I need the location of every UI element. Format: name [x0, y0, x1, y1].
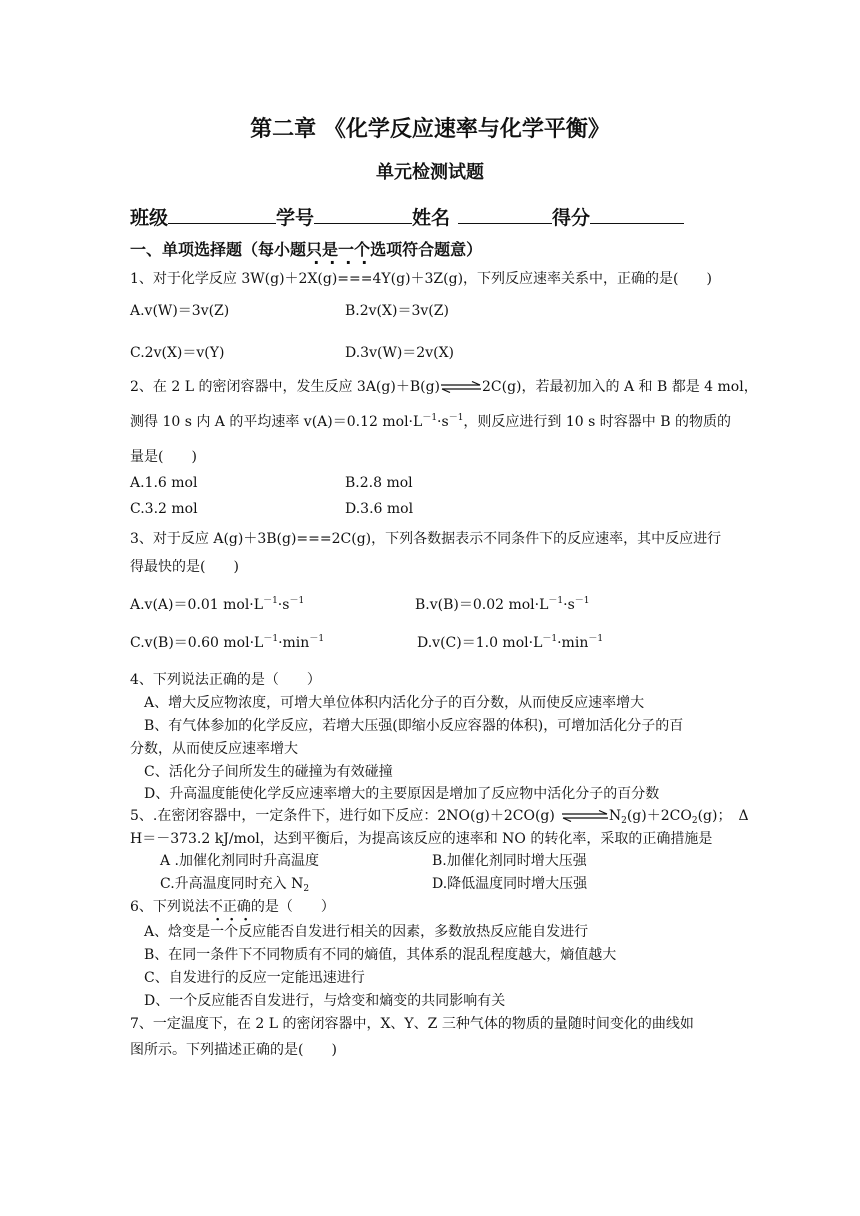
question-6-stem-post: 的是（ ） — [250, 899, 335, 915]
question-1-option-c: C.2v(X)＝v(Y) — [130, 345, 225, 361]
superscript: －1 — [588, 634, 604, 644]
equilibrium-arrows-icon — [561, 810, 609, 822]
section-heading-prefix: 一、单项选择题（每小题 — [130, 240, 307, 259]
question-4-option-c: C、活化分子间所发生的碰撞为有效碰撞 — [144, 764, 393, 780]
superscript: －1 — [263, 634, 279, 644]
question-4-option-a: A、增大反应物浓度，可增大单位体积内活化分子的百分数，从而使反应速率增大 — [144, 695, 645, 711]
question-2-line-2-post: ，则反应进行到 10 s 时容器中 B 的物质的 — [463, 414, 731, 430]
emphasis-char: 个 — [354, 240, 371, 259]
question-2-line-1-pre: 2、在 2 L 的密闭容器中，发生反应 3A(g)＋B(g) — [130, 379, 440, 395]
formula-text: N — [608, 808, 622, 824]
question-5-line-1 — [130, 805, 749, 826]
student-info-line — [130, 203, 684, 230]
class-label: 班级 — [130, 207, 169, 229]
question-3-option-c — [130, 631, 324, 652]
question-3-option-d — [417, 631, 603, 652]
question-7-line-1: 7、一定温度下，在 2 L 的密闭容器中，X、Y、Z 三种气体的物质的量随时间变化的曲线如 — [130, 1016, 694, 1032]
page-subtitle: 单元检测试题 — [376, 162, 484, 183]
superscript: －1 — [574, 596, 590, 606]
section-heading-suffix: 选项符合题意） — [370, 240, 483, 259]
question-1-option-d: D.3v(W)＝2v(X) — [345, 345, 455, 361]
subscript: 2 — [303, 884, 310, 894]
superscript: －1 — [422, 413, 438, 423]
question-2-option-a: A.1.6 mol — [130, 475, 198, 491]
option-unit: ·min — [557, 635, 589, 651]
superscript: －1 — [309, 634, 325, 644]
class-blank — [168, 205, 276, 224]
question-5-line-2: H＝－373.2 kJ/mol，达到平衡后，为提高该反应的速率和 NO 的转化率，采取的正确措施是 — [130, 831, 713, 847]
question-2-line-2-pre: 测得 10 s 内 A 的平均速率 v(A)＝0.12 mol·L — [130, 414, 423, 430]
superscript: －1 — [548, 596, 564, 606]
question-4-option-d: D、升高温度能使化学反应速率增大的主要原因是增加了反应物中活化分子的百分数 — [144, 786, 660, 802]
option-text: B.v(B)＝0.02 mol·L — [415, 597, 549, 613]
option-unit: ·s — [563, 597, 575, 613]
question-4-option-b-line-1: B、有气体参加的化学反应，若增大压强(即缩小反应容器的体积)，可增加活化分子的百 — [144, 718, 684, 734]
question-1-option-a: A.v(W)＝3v(Z) — [130, 303, 230, 319]
question-3-line-1: 3、对于反应 A(g)＋3B(g)===2C(g)，下列各数据表示不同条件下的反应速率，其中反应进行 — [130, 531, 722, 547]
question-2-option-b: B.2.8 mol — [345, 475, 413, 491]
question-6-option-d: D、一个反应能否自发进行，与焓变和熵变的共同影响有关 — [144, 993, 506, 1009]
question-6-option-b: B、在同一条件下不同物质有不同的熵值，其体系的混乱程度越大，熵值越大 — [144, 947, 617, 963]
question-4-option-b-line-2: 分数，从而使反应速率增大 — [130, 741, 298, 757]
question-5-line-1-pre: 5、.在密闭容器中，一定条件下，进行如下反应：2NO(g)＋2CO(g) — [130, 808, 555, 824]
question-2-option-d: D.3.6 mol — [345, 501, 414, 517]
page-title: 第二章 《化学反应速率与化学平衡》 — [250, 117, 610, 142]
question-1-option-b: B.2v(X)＝3v(Z) — [345, 303, 449, 319]
question-6-option-c: C、自发进行的反应一定能迅速进行 — [144, 970, 365, 986]
name-blank — [458, 205, 552, 224]
emphasis-char: 一 — [338, 240, 355, 259]
question-5-option-c — [160, 873, 309, 894]
question-3-line-2: 得最快的是( ) — [130, 559, 239, 575]
name-label: 姓名 — [412, 207, 451, 229]
question-3-option-a — [130, 593, 304, 614]
question-2-line-1-post: 2C(g)，若最初加入的 A 和 B 都是 4 mol， — [482, 379, 758, 395]
emphasis-char: 不 — [208, 899, 223, 915]
formula-text: (g)＋2CO — [626, 808, 692, 824]
emphasis-char: 确 — [236, 899, 251, 915]
option-text: C.v(B)＝0.60 mol·L — [130, 635, 264, 651]
number-label: 学号 — [276, 207, 315, 229]
emphasis-char: 正 — [222, 899, 237, 915]
question-2-option-c: C.3.2 mol — [130, 501, 198, 517]
option-unit: ·s — [277, 597, 290, 613]
option-text: C.升高温度同时充入 N — [160, 876, 304, 892]
question-2-line-3: 量是( ) — [130, 449, 197, 465]
superscript: －1 — [542, 634, 558, 644]
question-5-option-a: A .加催化剂同时升高温度 — [160, 853, 320, 869]
option-unit: ·min — [278, 635, 310, 651]
equilibrium-arrows-icon — [440, 381, 482, 393]
superscript: －1 — [448, 413, 464, 423]
question-1-stem: 1、对于化学反应 3W(g)＋2X(g)===4Y(g)＋3Z(g)，下列反应速率关系中，正确的是( ) — [130, 271, 712, 287]
subscript: 2 — [691, 816, 698, 826]
question-6-stem — [130, 896, 335, 916]
formula-text: (g)； Δ — [697, 808, 749, 824]
option-text: D.v(C)＝1.0 mol·L — [417, 635, 543, 651]
question-7-line-2: 图所示。下列描述正确的是( ) — [130, 1042, 337, 1058]
number-blank — [314, 205, 412, 224]
question-5-option-d: D.降低温度同时增大压强 — [432, 876, 588, 892]
question-2-line-2 — [130, 410, 731, 431]
subscript: 2 — [621, 816, 627, 826]
score-label: 得分 — [552, 207, 591, 229]
question-6-option-a: A、焓变是一个反应能否自发进行相关的因素，多数放热反应能自发进行 — [144, 924, 589, 940]
score-blank — [590, 205, 684, 224]
question-4-stem: 4、下列说法正确的是（ ） — [130, 672, 321, 688]
section-heading — [130, 237, 482, 260]
emphasis-char: 是 — [322, 240, 339, 259]
question-3-option-b — [415, 593, 590, 614]
question-2-line-2-mid: ·s — [437, 414, 449, 430]
option-text: A.v(A)＝0.01 mol·L — [130, 597, 264, 613]
question-6-stem-pre: 6、下列说法 — [130, 899, 209, 915]
question-2-line-1 — [130, 376, 758, 396]
question-5-option-b: B.加催化剂同时增大压强 — [432, 853, 587, 869]
emphasis-char: 只 — [306, 240, 323, 259]
superscript: －1 — [289, 596, 305, 606]
superscript: －1 — [263, 596, 278, 606]
